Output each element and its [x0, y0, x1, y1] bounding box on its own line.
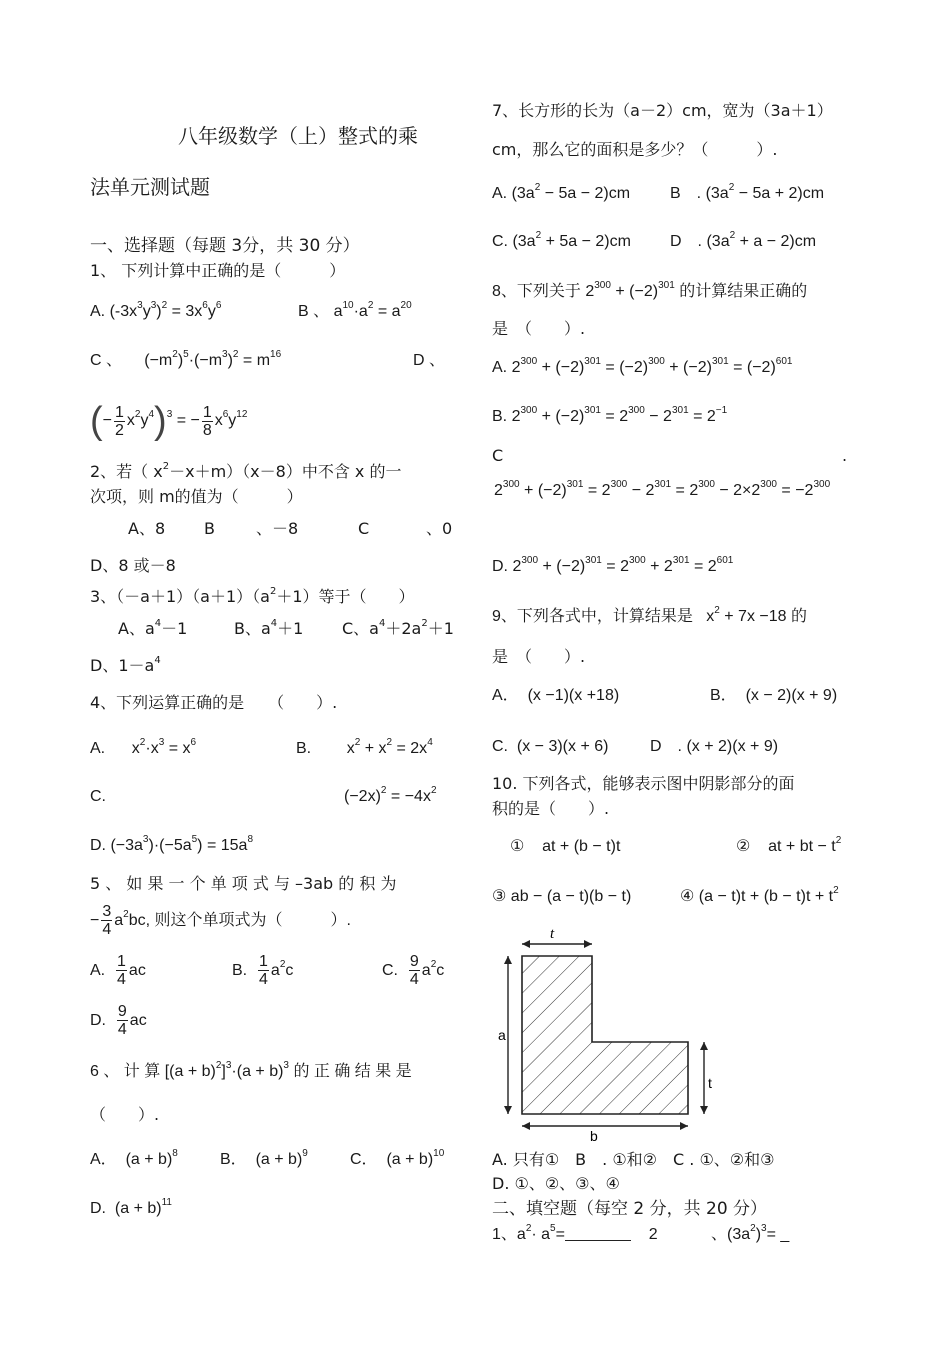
- q6-paren: （ ）.: [90, 1105, 160, 1124]
- q9-stem: 9、下列各式中，计算结果是 $x^2 + 7x -18$ 的: [492, 605, 807, 625]
- q8-option-b: B. $2^{300} + (-2)^{301} = 2^{300} - 2^{301} = 2^{-1}$: [492, 405, 728, 425]
- label-a: a: [498, 1027, 506, 1043]
- q10-stem-line2: 积的是（ ）.: [492, 799, 610, 818]
- q2-option-a: A、8: [128, 519, 166, 538]
- q5-option-c: C. $\frac{9}{4}$ $a^2c$: [382, 953, 445, 989]
- q10-expr-1: ① at + (b − t)t: [510, 838, 621, 855]
- q7-stem: 7、长方形的长为（a－2）cm，宽为（3a＋1）: [492, 101, 833, 120]
- page-title-line2: 法单元测试题: [90, 175, 210, 199]
- q4-stem: 4、下列运算正确的是 （ ）.: [90, 693, 338, 712]
- q7-option-d: D . $(3a^2 + a - 2)cm$: [670, 230, 817, 250]
- q1-option-a: A. $(-3x^3y^3)^2 = 3x^6y^6$: [90, 300, 222, 320]
- q9-option-b: B． (x − 2)(x + 9): [710, 687, 838, 704]
- q2-option-b-label: B: [204, 519, 215, 538]
- q6-stem: 6 、 计 算 $[(a + b)^2]^3\cdot(a + b)^3$ 的 正 确 结 果 是: [90, 1060, 412, 1080]
- section-fill-heading: 二、填空题（每空 2 分，共 20 分）: [492, 1199, 768, 1219]
- l-shape-svg: [492, 924, 722, 1146]
- q3-option-c: C、$a^4+2a^2+1$: [342, 618, 454, 638]
- q5-stem: 5 、 如 果 一 个 单 项 式 与 –3ab 的 积 为: [90, 874, 397, 893]
- q6-option-b: B． $(a + b)^9$: [220, 1148, 308, 1168]
- q8-option-d: D. $2^{300} + (-2)^{301} = 2^{300} + 2^{301} = 2^{601}$: [492, 555, 734, 575]
- q8-option-c: $2^{300} + (-2)^{301} = 2^{300} - 2^{301} = 2^{300} - 2\times 2^{300} = -2^{300}$: [494, 479, 831, 499]
- shaded-region: [522, 956, 688, 1114]
- label-t-right: t: [708, 1075, 712, 1091]
- q6-option-a: A． $(a + b)^8$: [90, 1148, 178, 1168]
- q5-option-d: D. $\frac{9}{4}$ ac: [90, 1003, 147, 1039]
- fill-question-1: 1、$a^2\cdot a^5=$ 2 、$(3a^2)^3=$ _: [492, 1223, 790, 1243]
- q4-option-a: A. $x^2\cdot x^3 = x^6$: [90, 737, 197, 757]
- q2-stem-line2: 次项，则 m的值为（ ）: [90, 487, 303, 506]
- q1-option-d: (− $\frac{1}{2}$ $x^2y^4)^3$ = − $\frac{1}{8}$ $x^6y^{12}$: [90, 400, 248, 442]
- q10-expr-2: ② at + bt − $t^2$: [736, 835, 842, 855]
- q2-option-d: D、8 或－8: [90, 556, 176, 575]
- q2-stem: 2、若（ $x^2-x+m)(x-8)$中不含 x 的一: [90, 461, 402, 481]
- q4-option-b: B. $x^2 + x^2 = 2x^4$: [296, 737, 433, 757]
- page-title-line1: 八年级数学（上）整式的乘: [178, 124, 418, 148]
- q4-option-c-label: C.: [90, 788, 106, 805]
- q5-stem-line2: − $\frac{3}{4}$ $a^2bc$, 则这个单项式为（ ）.: [90, 903, 351, 939]
- q1-option-b: B 、 $a^{10}\cdot a^2 = a^{20}$: [298, 300, 412, 320]
- q3-option-b: B、$a^4+1$: [234, 618, 304, 638]
- l-shape-figure: [492, 924, 722, 1150]
- q3-option-d: D、$1-a^4$: [90, 655, 161, 675]
- q3-stem: 3、$(-a+1)(a+1)(a^2+1)$等于（ ）: [90, 586, 415, 606]
- q7-option-a: A. $(3a^2 - 5a - 2)cm$: [492, 182, 631, 202]
- q4-option-d: D. $(-3a^3)\cdot(-5a^5) = 15a^8$: [90, 834, 253, 854]
- q9-option-d: D . (x + 2)(x + 9): [650, 738, 779, 755]
- q2-option-c: 、0: [426, 519, 453, 538]
- q9-option-a: A． (x −1)(x +18): [492, 687, 620, 704]
- q4-option-c: $(-2x)^2 = -4x^2$: [344, 785, 437, 805]
- q9-stem-line2: 是 （ ）.: [492, 647, 586, 666]
- q7-option-b: B . $(3a^2 - 5a + 2)cm$: [670, 182, 825, 202]
- q6-option-c: C． $(a + b)^{10}$: [350, 1148, 445, 1168]
- q10-stem: 10. 下列各式，能够表示图中阴影部分的面: [492, 774, 795, 793]
- q2-option-b: 、－8: [256, 519, 299, 538]
- q8-option-c-dot: .: [842, 446, 848, 465]
- q1-stem: 1、 下列计算中正确的是（ ）: [90, 261, 346, 280]
- fill-blank[interactable]: [565, 1226, 631, 1241]
- q10-expr-3: ③ ab − (a − t)(b − t): [492, 888, 632, 905]
- q7-option-c: C. $(3a^2 + 5a - 2)cm$: [492, 230, 631, 250]
- q10-answers-2: D. ①、②、③、④: [492, 1174, 620, 1193]
- label-t-top: t: [550, 926, 555, 942]
- q8-option-a: A. $2^{300} + (-2)^{301} = (-2)^{300} + (-2)^{301} = (-2)^{601}$: [492, 356, 793, 376]
- q8-stem-line2: 是 （ ）.: [492, 319, 586, 338]
- q8-stem: 8、下列关于 $2^{300} + (-2)^{301}$ 的计算结果正确的: [492, 280, 808, 300]
- label-b: b: [590, 1128, 598, 1144]
- q5-option-a: A. $\frac{1}{4}$ ac: [90, 953, 146, 989]
- q8-option-c-label: C: [492, 446, 504, 465]
- q7-stem-line2: cm，那么它的面积是多少？（ ）.: [492, 140, 778, 159]
- q1-option-c: C 、 $(-m^2)^5\cdot(-m^3)^2 = m^{16}$: [90, 349, 282, 369]
- q1-option-d-label: D 、: [413, 352, 446, 369]
- q10-expr-4: ④ $(a - t)t + (b - t)t + t^2$: [680, 885, 839, 905]
- q10-answers-1: A. 只有① B . ①和② C . ①、②和③: [492, 1150, 775, 1169]
- q2-option-c-label: C: [358, 519, 370, 538]
- q9-option-c: C. (x − 3)(x + 6): [492, 738, 609, 755]
- q6-option-d: D. $(a + b)^{11}$: [90, 1197, 172, 1217]
- section-choice-heading: 一、选择题（每题 3分，共 30 分）: [90, 236, 360, 256]
- q5-option-b: B. $\frac{1}{4}$ $a^2c$: [232, 953, 294, 989]
- q3-option-a: A、$a^4-1$: [118, 618, 188, 638]
